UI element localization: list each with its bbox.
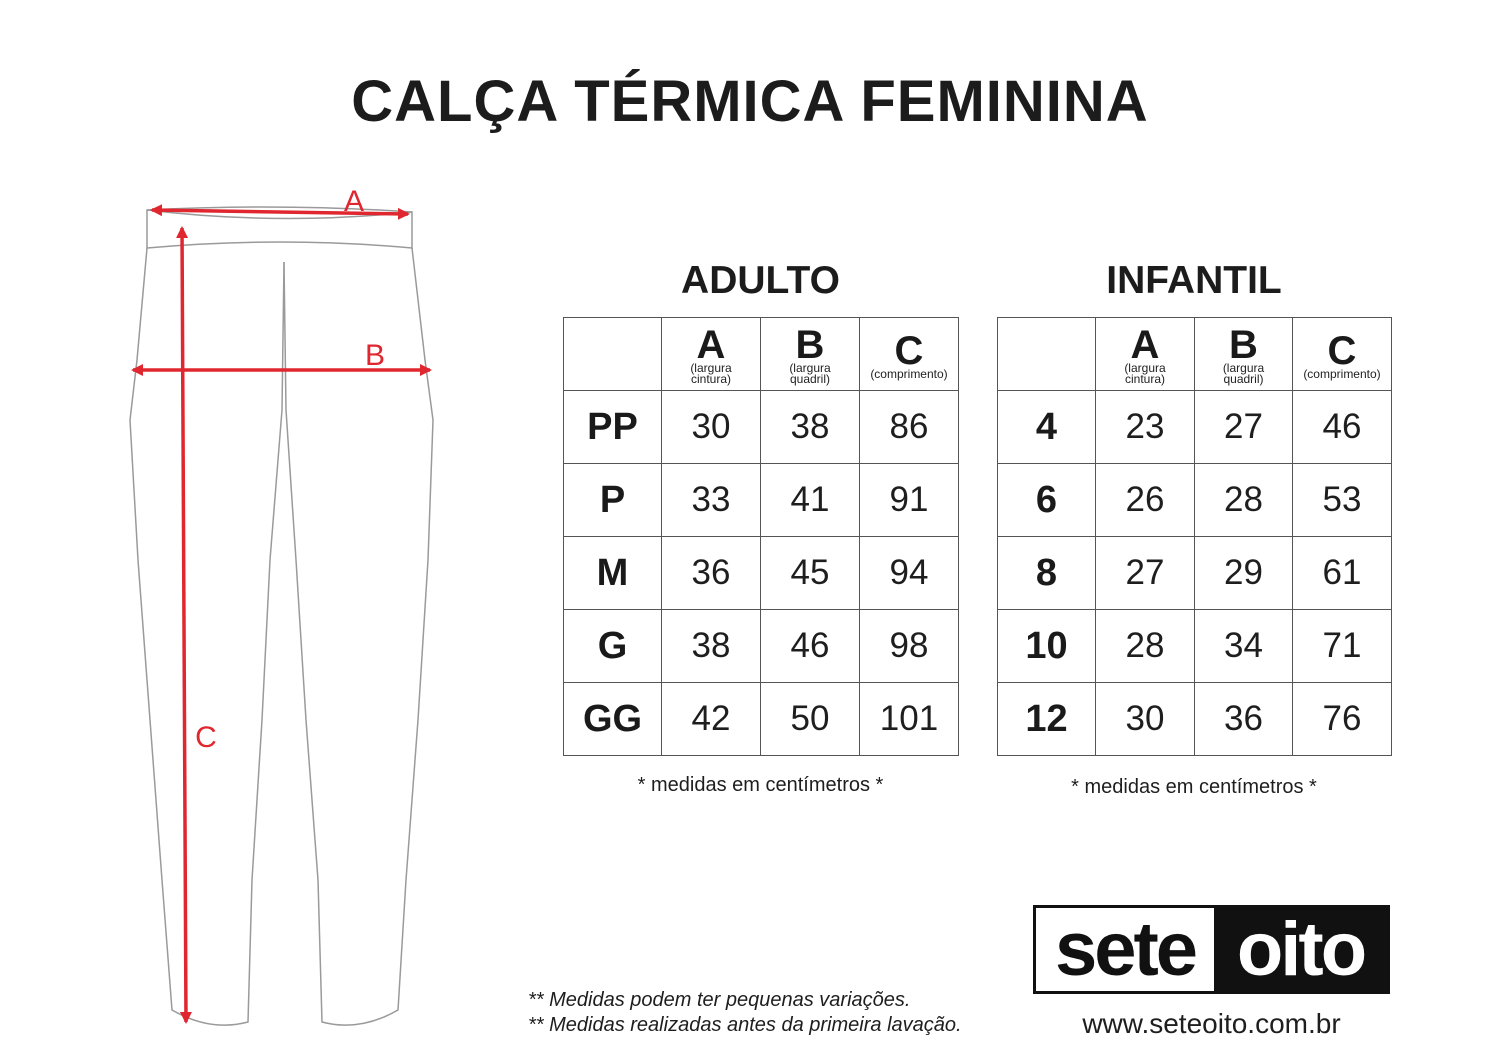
footnote-variation: ** Medidas podem ter pequenas variações. [528,989,911,1011]
size-label: GG [564,683,662,756]
column-header-b: B (largura quadril) [761,318,860,391]
cell-value: 30 [1096,683,1195,756]
table-row [564,391,959,464]
cell-value: 34 [1195,610,1293,683]
footnote-washing: ** Medidas realizadas antes da primeira lavação. [528,1014,962,1036]
size-label: 4 [998,391,1096,464]
cell-value: 27 [1195,391,1293,464]
corner-cell [998,318,1096,391]
cell-value: 33 [662,464,761,537]
cell-value: 27 [1096,537,1195,610]
adulto-units-note: * medidas em centímetros * [637,774,884,796]
logo-word-sete: sete [1036,908,1214,991]
cell-value: 30 [662,391,761,464]
cell-value: 45 [761,537,860,610]
column-header-a: A (largura cintura) [662,318,761,391]
table-row [998,610,1392,683]
cell-value: 36 [662,537,761,610]
cell-value: 76 [1293,683,1392,756]
corner-cell [564,318,662,391]
pants-outline [130,207,433,1025]
cell-value: 101 [860,683,959,756]
logo-word-oito: oito [1214,908,1387,991]
website-url: www.seteoito.com.br [1082,1008,1341,1039]
cell-value: 46 [761,610,860,683]
adulto-size-table [563,317,959,756]
page-title: CALÇA TÉRMICA FEMININA [351,69,1149,134]
cell-value: 98 [860,610,959,683]
cell-value: 38 [662,610,761,683]
footnotes [528,988,962,1038]
measurement-arrows [133,210,430,1022]
table-header-row [564,318,959,391]
cell-value: 46 [1293,391,1392,464]
table-row [998,683,1392,756]
cell-value: 53 [1293,464,1392,537]
table-row [998,464,1392,537]
cell-value: 91 [860,464,959,537]
cell-value: 61 [1293,537,1392,610]
table-row [564,464,959,537]
size-label: 6 [998,464,1096,537]
table-row [564,610,959,683]
cell-value: 86 [860,391,959,464]
table-row [564,537,959,610]
infantil-units-note: * medidas em centímetros * [1071,776,1317,798]
cell-value: 26 [1096,464,1195,537]
arrow-c [182,228,186,1022]
cell-value: 29 [1195,537,1293,610]
brand-logo [1033,905,1390,994]
table-row [998,537,1392,610]
pants-diagram [0,0,470,1061]
column-header-a: A (largura cintura) [1096,318,1195,391]
infantil-heading: INFANTIL [1106,259,1282,302]
table-row [564,683,959,756]
size-label: 10 [998,610,1096,683]
column-header-c: C (comprimento) [1293,318,1392,391]
cell-value: 71 [1293,610,1392,683]
label-c: C [195,721,217,754]
table-header-row [998,318,1392,391]
size-label: 12 [998,683,1096,756]
adulto-heading: ADULTO [681,259,840,302]
arrow-a [152,210,408,214]
size-label: PP [564,391,662,464]
cell-value: 94 [860,537,959,610]
infantil-size-table [997,317,1392,756]
cell-value: 36 [1195,683,1293,756]
column-header-c: C (comprimento) [860,318,959,391]
cell-value: 28 [1096,610,1195,683]
column-header-b: B (largura quadril) [1195,318,1293,391]
label-a: A [343,185,365,218]
size-label: 8 [998,537,1096,610]
cell-value: 38 [761,391,860,464]
cell-value: 42 [662,683,761,756]
size-label: G [564,610,662,683]
size-label: M [564,537,662,610]
cell-value: 28 [1195,464,1293,537]
cell-value: 50 [761,683,860,756]
label-b: B [364,339,386,372]
cell-value: 41 [761,464,860,537]
cell-value: 23 [1096,391,1195,464]
size-label: P [564,464,662,537]
table-row [998,391,1392,464]
